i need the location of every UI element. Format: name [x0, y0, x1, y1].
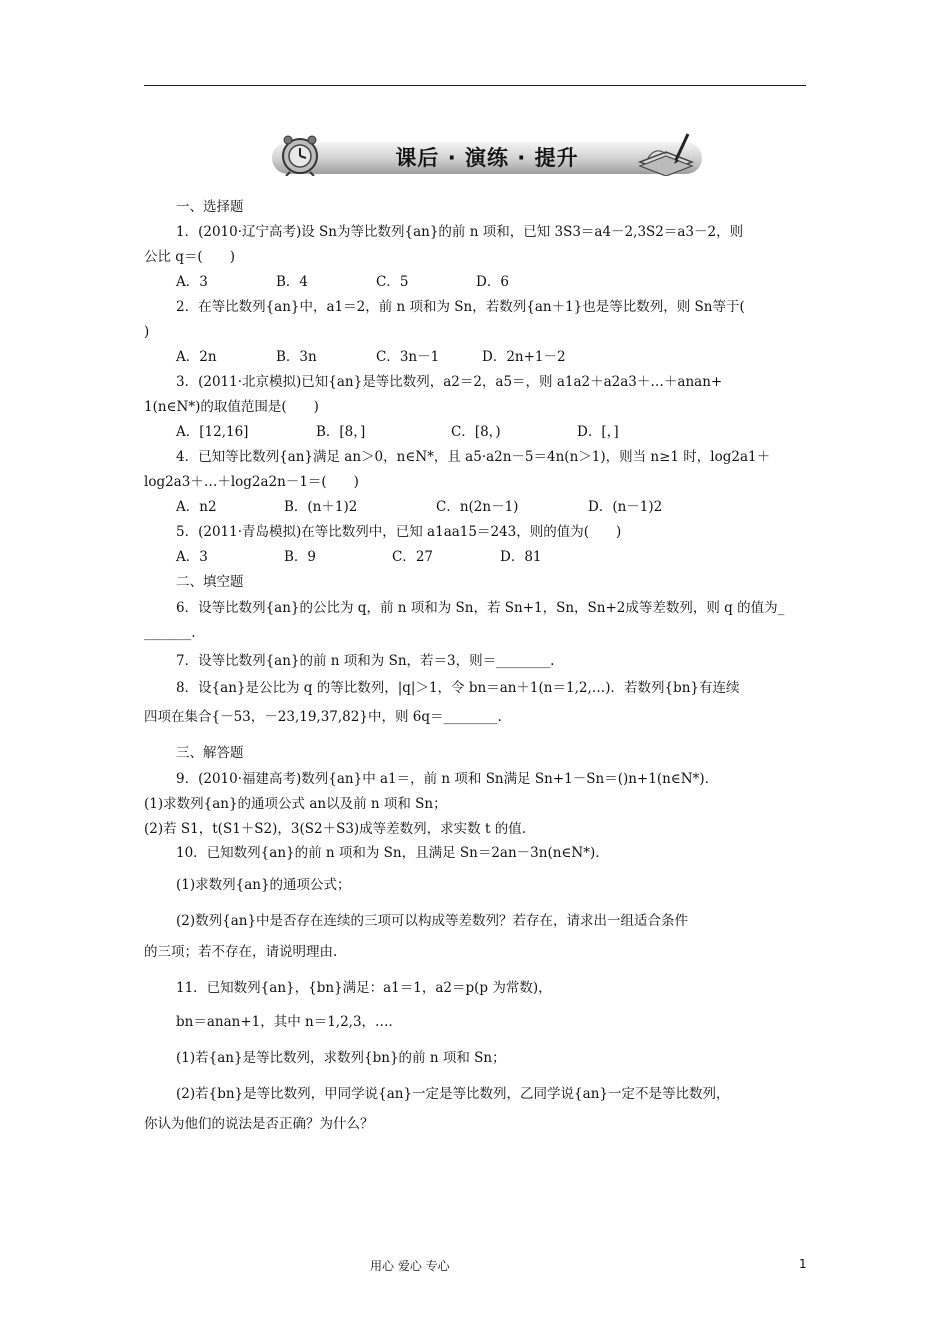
option-a: A．3: [176, 549, 208, 565]
question-1-line-1: 1．(2010·辽宁高考)设 Sn为等比数列{an}的前 n 项和，已知 3S3＝a4－2,3S2＝a3－2，则: [176, 224, 744, 240]
option-a: A．3: [176, 274, 208, 290]
question-11-line-2: bn＝anan+1，其中 n＝1,2,3，…．: [176, 1014, 403, 1030]
question-4-options: [176, 497, 662, 517]
question-3-line-1: 3．(2011·北京模拟)已知{an}是等比数列，a2＝2，a5＝，则 a1a2＋a2a3＋…＋anan+: [176, 374, 723, 390]
question-2-line-1: 2．在等比数列{an}中，a1＝2，前 n 项和为 Sn，若数列{an＋1}也是等比数列，则 Sn等于(: [176, 299, 745, 315]
option-d: D．2n+1－2: [482, 349, 566, 365]
question-6-line-1: 6．设等比数列{an}的公比为 q，前 n 项和为 Sn，若 Sn+1，Sn，Sn+2成等差数列，则 q 的值为_: [176, 600, 785, 616]
question-10-line-3: (2)数列{an}中是否存在连续的三项可以构成等差数列？若存在，请求出一组适合条件: [176, 913, 689, 929]
question-6-line-2: _______.: [144, 625, 196, 641]
question-3-options: [176, 422, 619, 442]
option-a: A．n2: [176, 499, 217, 515]
footer-text: 用心 爱心 专心: [370, 1259, 450, 1273]
question-9-line-3: (2)若 S1，t(S1＋S2)，3(S2＋S3)成等差数列，求实数 t 的值.: [144, 821, 526, 837]
question-10-line-1: 10．已知数列{an}的前 n 项和为 Sn，且满足 Sn＝2an－3n(n∈N*)．: [176, 845, 609, 861]
question-10-line-4: 的三项；若不存在，请说明理由.: [144, 944, 338, 960]
option-d: D．(n－1)2: [588, 499, 663, 515]
option-b: B．4: [276, 274, 309, 290]
question-11-line-1: 11．已知数列{an}，{bn}满足：a1＝1，a2＝p(p 为常数)，: [176, 980, 552, 996]
question-8-line-1: 8．设{an}是公比为 q 的等比数列，|q|＞1，令 bn＝an＋1(n＝1,2,…)．若数列{bn}有连续: [176, 680, 740, 696]
question-4-line-1: 4．已知等比数列{an}满足 an＞0，n∈N*，且 a5·a2n－5＝4n(n＞1)，则当 n≥1 时，log2a1＋: [176, 449, 771, 465]
option-a: A．[12,16]: [176, 424, 249, 440]
option-b: B．9: [284, 549, 317, 565]
section-heading-choice: 一、选择题: [176, 199, 244, 215]
question-1-line-2: 公比 q＝( ): [144, 249, 235, 265]
section-heading-fill: 二、填空题: [176, 574, 244, 590]
question-5-options: [176, 547, 542, 567]
option-b: B．[8，]: [316, 424, 366, 440]
question-11-line-3: (1)若{an}是等比数列，求数列{bn}的前 n 项和 Sn；: [176, 1050, 506, 1066]
section-heading-answer: 三、解答题: [176, 745, 244, 761]
option-c: C．[8，): [451, 424, 501, 440]
question-8-line-2: 四项在集合{－53，－23,19,37,82}中，则 6q＝________.: [144, 709, 502, 725]
question-9-line-2: (1)求数列{an}的通项公式 an以及前 n 项和 Sn；: [144, 796, 447, 812]
option-d: D．81: [500, 549, 542, 565]
option-c: C．5: [376, 274, 409, 290]
question-11-line-4: (2)若{bn}是等比数列，甲同学说{an}一定是等比数列，乙同学说{an}一定不是等比数列，: [176, 1086, 730, 1102]
question-2-line-2: ): [144, 324, 150, 340]
question-2-options: [176, 347, 566, 367]
banner-title: 课后 · 演练 · 提升: [395, 146, 579, 170]
option-d: D．[，]: [577, 424, 619, 440]
option-c: C．27: [392, 549, 434, 565]
books-pen-icon: [636, 132, 696, 176]
option-d: D．6: [476, 274, 509, 290]
option-c: C．3n－1: [376, 349, 440, 365]
question-1-options: [176, 272, 509, 292]
option-a: A．2n: [176, 349, 217, 365]
question-10-line-2: (1)求数列{an}的通项公式；: [176, 877, 351, 893]
question-4-line-2: log2a3＋…＋log2a2n－1＝( ): [144, 474, 359, 490]
top-rule: [144, 85, 806, 86]
question-3-line-2: 1(n∈N*)的取值范围是( ): [144, 399, 319, 415]
option-b: B．(n＋1)2: [284, 499, 358, 515]
question-7-line-1: 7．设等比数列{an}的前 n 项和为 Sn，若＝3，则＝________.: [176, 653, 555, 669]
option-c: C．n(2n－1): [436, 499, 519, 515]
page-number: 1: [799, 1257, 807, 1271]
question-5-line-1: 5．(2011·青岛模拟)在等比数列中，已知 a1aa15＝243，则的值为( ): [176, 524, 622, 540]
section-banner: [272, 132, 702, 178]
option-b: B．3n: [276, 349, 317, 365]
question-11-line-5: 你认为他们的说法是否正确？为什么？: [144, 1116, 374, 1132]
question-9-line-1: 9．(2010·福建高考)数列{an}中 a1＝，前 n 项和 Sn满足 Sn+1－Sn＝()n+1(n∈N*)．: [176, 771, 719, 787]
